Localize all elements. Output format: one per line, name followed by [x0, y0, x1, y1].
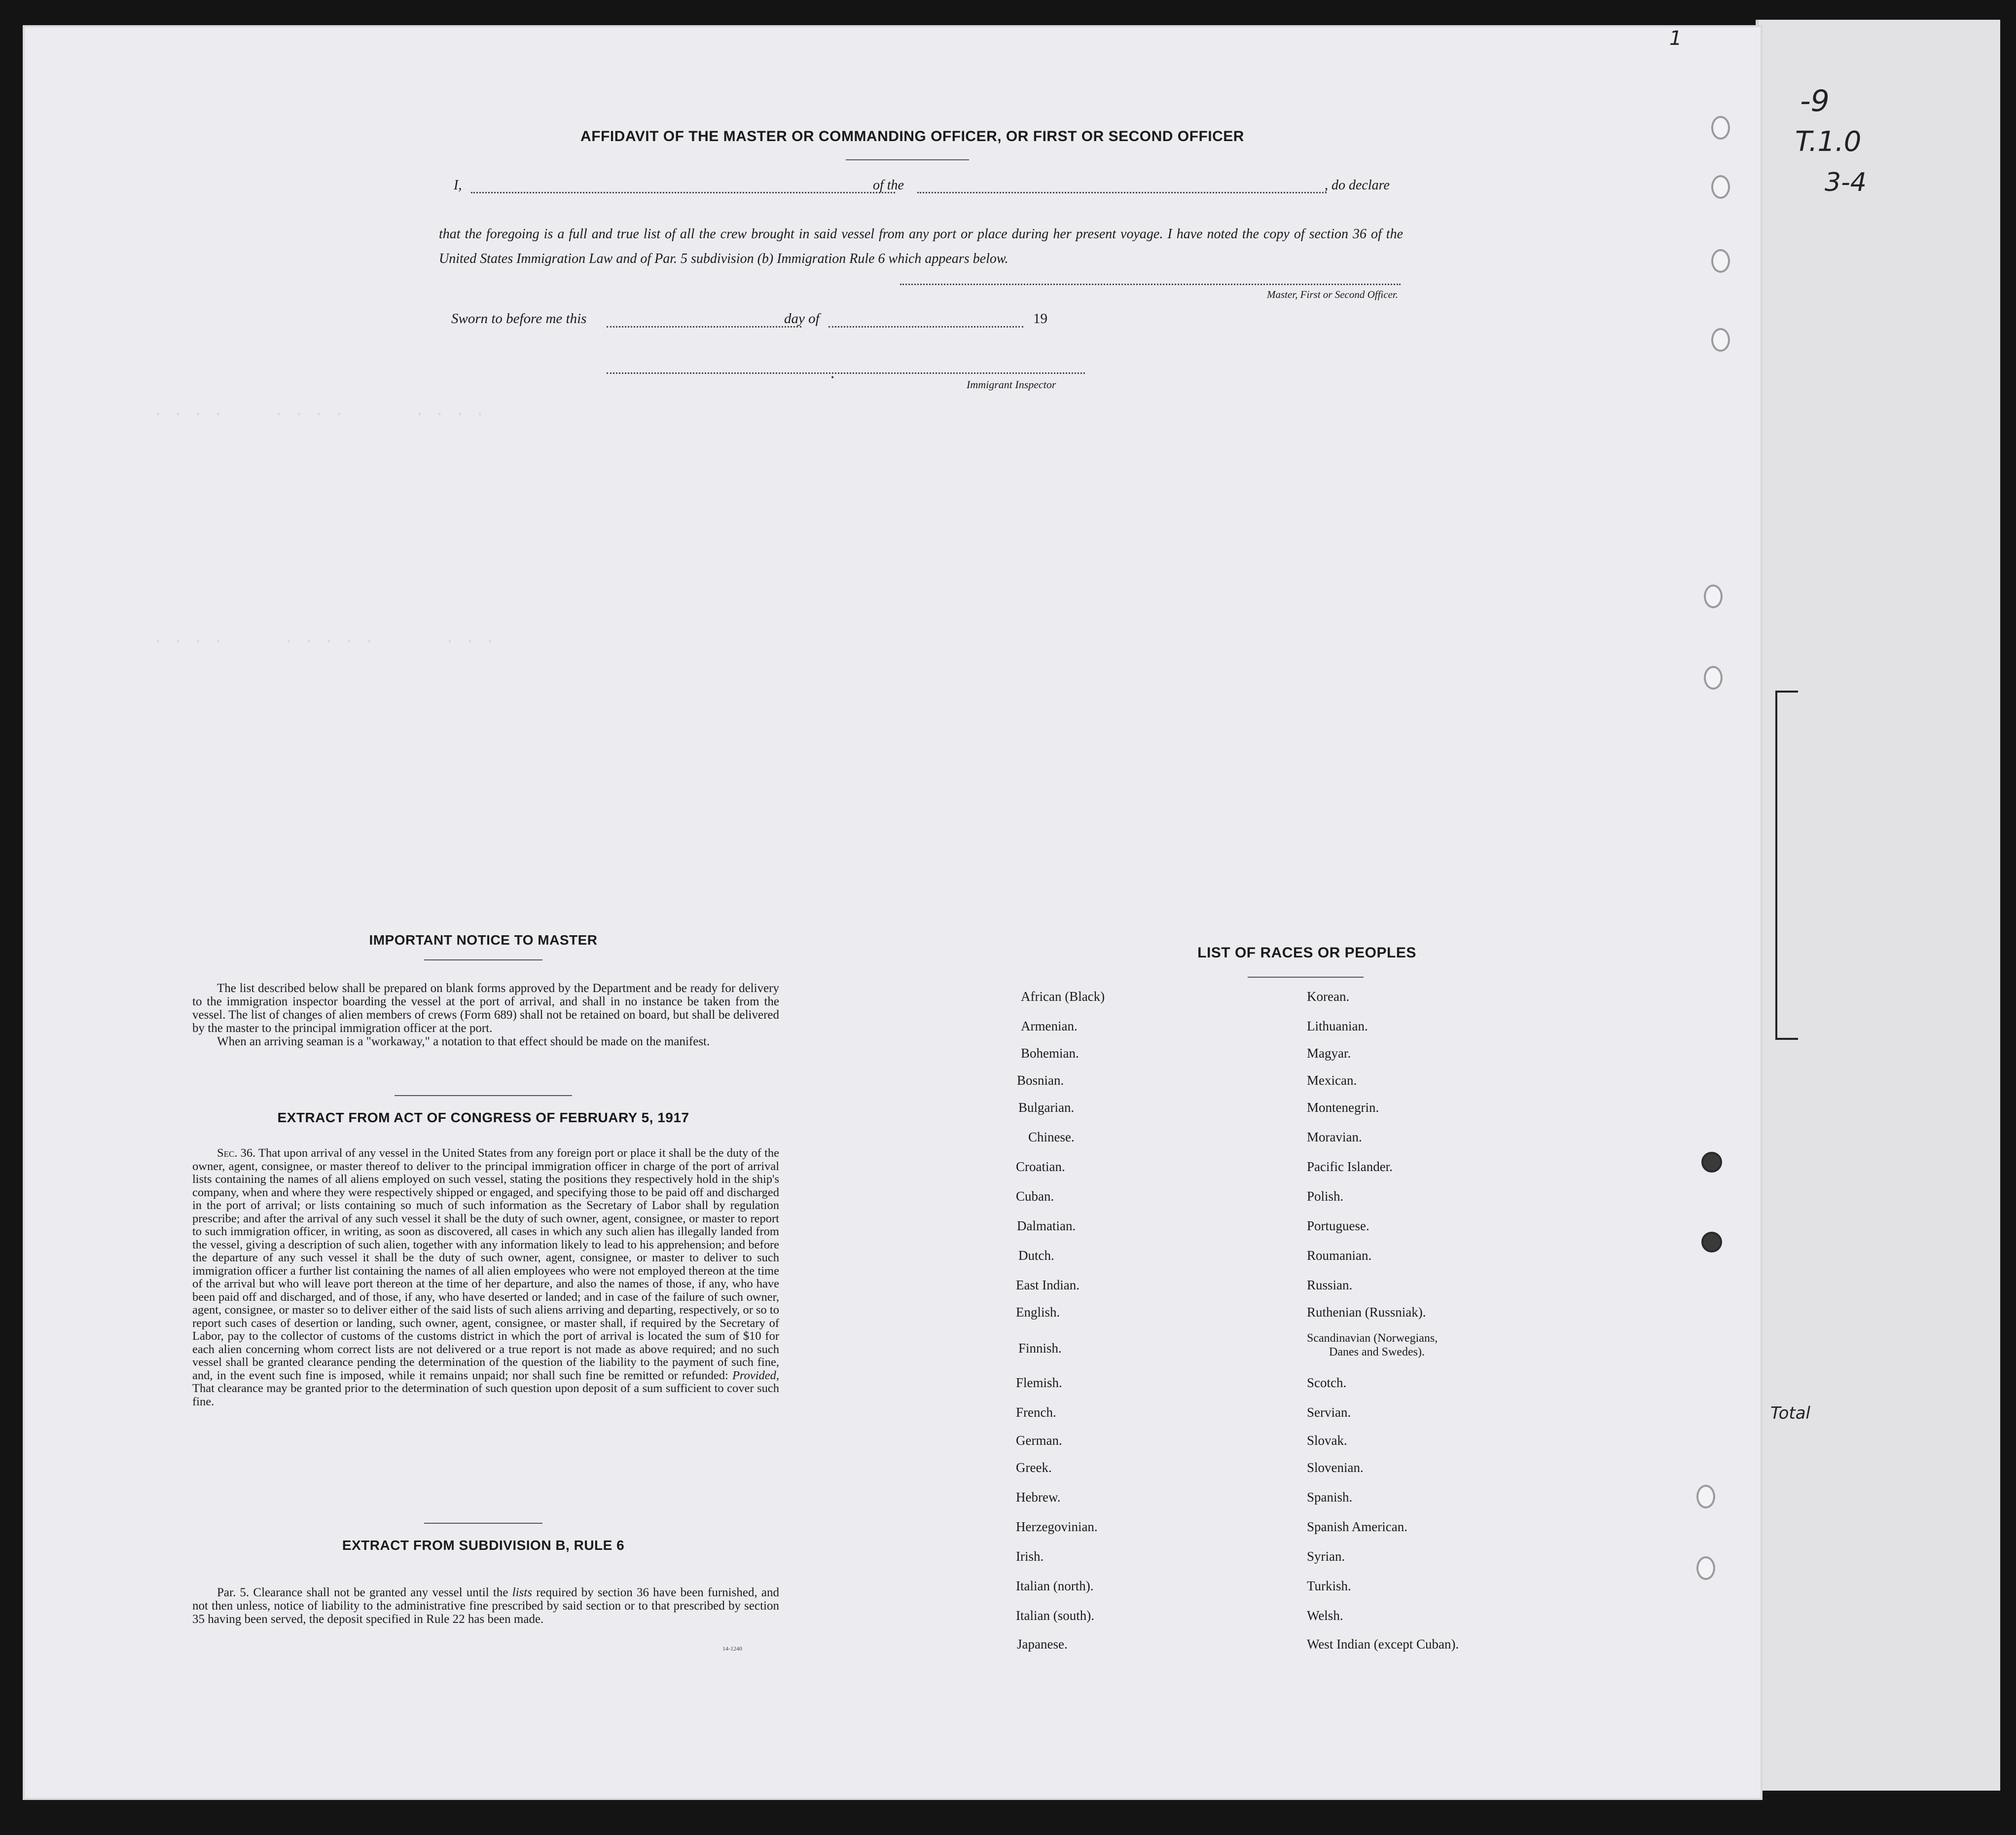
race-item: Finnish.: [1018, 1341, 1062, 1356]
race-item: Welsh.: [1307, 1608, 1343, 1623]
race-item: Irish.: [1016, 1549, 1044, 1564]
race-item: Slovak.: [1307, 1433, 1347, 1448]
race-item: Cuban.: [1016, 1189, 1054, 1204]
race-item: Armenian.: [1021, 1019, 1078, 1033]
race-item: East Indian.: [1016, 1278, 1080, 1292]
race-item: Bosnian.: [1017, 1073, 1064, 1088]
notice-body: [192, 982, 779, 1048]
race-item: Italian (north).: [1016, 1578, 1094, 1593]
race-item: French.: [1016, 1405, 1056, 1420]
rule-title: EXTRACT FROM SUBDIVISION B, RULE 6: [342, 1538, 625, 1553]
race-item: Scotch.: [1307, 1375, 1347, 1390]
form-number: 14-1240: [722, 1645, 742, 1652]
race-item: Chinese.: [1028, 1130, 1075, 1144]
notice-title: IMPORTANT NOTICE TO MASTER: [369, 932, 598, 948]
notice-paragraph: When an arriving seaman is a "workaway," a notation to that effect should be made on the manifest.: [217, 1035, 710, 1048]
race-item: Dalmatian.: [1017, 1218, 1076, 1233]
race-item: Croatian.: [1016, 1159, 1065, 1174]
race-item: Dutch.: [1018, 1248, 1054, 1263]
race-item: Flemish.: [1016, 1375, 1062, 1390]
race-item: Korean.: [1307, 989, 1350, 1004]
race-item: Mexican.: [1307, 1073, 1357, 1088]
day-of-label: day of: [784, 311, 820, 327]
act-text: That upon arrival of any vessel in the United States from any foreign port or place it shall be the duty of the owner, agent, consignee, or master thereof to deliver to the principal immigration officer in charge of the port of arrival lists containing the names of all aliens employed on such vessel, stating the positions they respectively hold in the ship's company, when and where they were respectively shipped or engaged, and specifying those to be paid off and discharged in the port of arrival; or lists containing so much of such information as the Secretary of Labor shall by regulation prescribe; and after the arrival of any such vessel it shall be the duty of such owner, agent, consignee, or master to report to such immigration officer, in writing, as soon as discovered, all cases in which any such alien has illegally landed from the vessel, giving a description of such alien, together with any information likely to lead to his apprehension; and before the departure of any such vessel it shall be the duty of such owner, agent, consignee, or master to deliver to such immigration officer a further list containing the names of all alien employees who were not employed thereon at the time of the arrival but who will leave port thereon at the time of her departure, and also the names of those, if any, who have been paid off and discharged, and of those, if any, who have deserted or landed; and in case of the failure of such owner, agent, consignee, or master so to deliver either of the said lists of such aliens arriving and departing, respectively, or so to report such cases of desertion or landing, such owner, agent, consignee, or master shall, if required by the Secretary of Labor, pay to the collector of customs of the customs district in which the port of arrival is located the sum of $10 for each alien concerning whom correct lists are not delivered or a true report is not made as above required; and no such vessel shall be granted clearance pending the determination of the question of the liability to the payment of such fine, and, in the event such fine is imposed, while it remains unpaid; nor shall such fine be remitted or refunded:: [192, 1146, 779, 1382]
sworn-day-field[interactable]: [607, 326, 801, 328]
bleed-through-text: . . . . . . . . . . . .: [153, 629, 495, 648]
ink-speck: •: [831, 372, 834, 382]
proviso-word: Provided,: [732, 1368, 780, 1382]
binder-hole: [1696, 1556, 1715, 1580]
master-signature-caption: Master, First or Second Officer.: [1267, 289, 1398, 300]
race-item: Japanese.: [1017, 1637, 1068, 1652]
affidavit-i-label: I,: [454, 178, 462, 193]
officer-name-field[interactable]: [471, 192, 895, 193]
race-item: Russian.: [1307, 1278, 1353, 1292]
total-label: Total: [1770, 1403, 1810, 1423]
binder-hole: [1711, 328, 1730, 352]
race-item: Spanish.: [1307, 1490, 1353, 1505]
binder-hole: [1711, 175, 1730, 199]
race-item: Bulgarian.: [1018, 1100, 1075, 1115]
rule-text: Par. 5. Clearance shall not be granted any vessel until the: [217, 1586, 508, 1599]
binder-hole: [1701, 1232, 1722, 1252]
race-item: Roumanian.: [1307, 1248, 1372, 1263]
affidavit-title: AFFIDAVIT OF THE MASTER OR COMMANDING OFFICER, OR FIRST OR SECOND OFFICER: [580, 128, 1244, 145]
race-item: Montenegrin.: [1307, 1100, 1379, 1115]
margin-handwriting: T.1.0: [1795, 126, 1862, 158]
race-item: Polish.: [1307, 1189, 1344, 1204]
race-item: Italian (south).: [1016, 1608, 1094, 1623]
section-rule: [424, 1523, 542, 1524]
rule-text: required by section 36 have been furnished, and not then unless, notice of liability to the administrative fine prescribed by said section or to that prescribed by section 35 having been served, the deposit specified in Rule 22 has been made.: [192, 1586, 780, 1626]
race-item: Scandinavian (Norwegians,: [1307, 1332, 1438, 1345]
binder-hole: [1701, 1152, 1722, 1173]
binder-hole: [1704, 666, 1723, 690]
inspector-signature-field[interactable]: [607, 372, 1085, 374]
race-item: Spanish American.: [1307, 1519, 1407, 1534]
page-number: 1: [1669, 27, 1682, 50]
act-body: [192, 1147, 779, 1408]
rule-body: [192, 1586, 779, 1626]
race-item: Syrian.: [1307, 1549, 1345, 1564]
race-item: English.: [1016, 1305, 1060, 1320]
affidavit-declare-label: , do declare: [1325, 178, 1390, 193]
lists-word: lists: [512, 1586, 532, 1599]
sworn-month-field[interactable]: [828, 326, 1023, 328]
section-rule: [395, 1095, 572, 1096]
rule-paragraph: [192, 1586, 779, 1626]
race-item: Greek.: [1016, 1460, 1052, 1475]
race-item: Moravian.: [1307, 1130, 1362, 1144]
race-item: Herzegovinian.: [1016, 1519, 1098, 1534]
race-item: Servian.: [1307, 1405, 1351, 1420]
binder-hole: [1711, 249, 1730, 273]
section-label: Sec. 36.: [217, 1146, 256, 1160]
sworn-year-prefix: 19: [1033, 311, 1047, 327]
act-title: EXTRACT FROM ACT OF CONGRESS OF FEBRUARY 5, 1917: [277, 1110, 689, 1125]
races-rule: [1248, 977, 1364, 978]
notice-rule: [424, 959, 542, 960]
margin-handwriting: -9: [1800, 84, 1830, 118]
notice-paragraph: The list described below shall be prepared on blank forms approved by the Department and be ready for delivery to the immigration inspector boarding the vessel at the port of arrival, and shall in no instance be taken from the vessel. The list of changes of alien members of crews (Form 689) shall not be retained on board, but shall be delivered by the master to the principal immigration officer at the port.: [192, 982, 779, 1035]
proviso-text: That clearance may be granted prior to the determination of such question upon deposit of a sum sufficient to cover such fine.: [192, 1382, 779, 1408]
race-item: Lithuanian.: [1307, 1019, 1368, 1033]
race-item: Magyar.: [1307, 1046, 1351, 1061]
race-item: Turkish.: [1307, 1578, 1351, 1593]
race-item: African (Black): [1021, 989, 1105, 1004]
bleed-through-text: . . . . . . . . . . . .: [153, 402, 485, 421]
race-item: West Indian (except Cuban).: [1307, 1637, 1459, 1652]
race-item: Hebrew.: [1016, 1490, 1061, 1505]
race-item: Portuguese.: [1307, 1218, 1369, 1233]
races-title: LIST OF RACES OR PEOPLES: [1197, 945, 1416, 961]
race-item: German.: [1016, 1433, 1062, 1448]
binder-hole: [1704, 585, 1723, 608]
act-paragraph: [192, 1147, 779, 1408]
race-item: Pacific Islander.: [1307, 1159, 1393, 1174]
binder-hole: [1711, 116, 1730, 140]
race-item: Danes and Swedes).: [1329, 1346, 1425, 1358]
vessel-name-field[interactable]: [917, 192, 1327, 193]
manifest-back-page: [25, 27, 1761, 1798]
underlying-sheet-ruling: [1775, 691, 1798, 1040]
affidavit-statement: that the foregoing is a full and true list of all the crew brought in said vessel from any port or place during her present voyage. I have noted the copy of section 36 of the United States Immigration Law and of Par. 5 subdivision (b) Immigration Rule 6 which appears below.: [439, 226, 1403, 266]
sworn-label: Sworn to before me this: [451, 311, 587, 327]
title-rule: [846, 159, 969, 160]
race-item: Bohemian.: [1021, 1046, 1079, 1061]
margin-handwriting: 3-4: [1825, 168, 1867, 197]
master-signature-field[interactable]: [900, 284, 1401, 285]
binder-hole: [1696, 1485, 1715, 1508]
race-item: Slovenian.: [1307, 1460, 1364, 1475]
race-item: Ruthenian (Russniak).: [1307, 1305, 1426, 1320]
affidavit-of-the-label: of the: [873, 178, 904, 193]
inspector-caption: Immigrant Inspector: [967, 378, 1056, 391]
